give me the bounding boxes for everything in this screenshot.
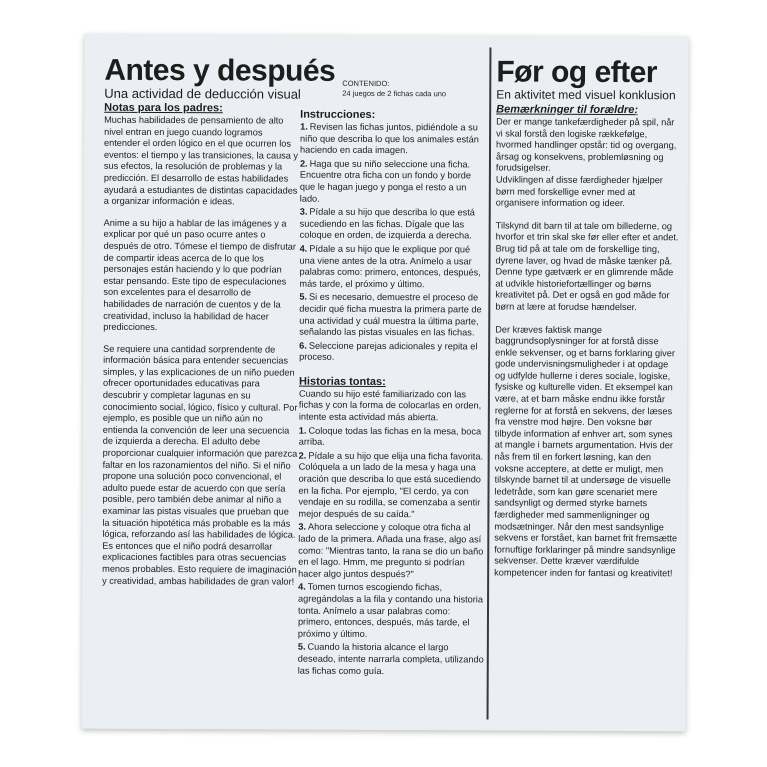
parent-notes-paragraph: Anime a su hijo a hablar de las imágenes y a explicar por qué un paso ocurre antes o después de otro. Tómese el tiempo de disfrutar de compartir ideas acerca de lo que los personajes están haciendo y lo que podrían estar pensando. Este tipo de especulaciones son excelentes para el desarrollo de habilidades de narración de cuentos y de la creatividad, incluso la habilidad de hacer predicciones.	[103, 217, 296, 333]
instruction-step: 1. Revisen las fichas juntos, pidiéndole a su niño que describa lo que los animales están haciendo en cada imagen.	[299, 121, 479, 156]
instruction-step: 3. Pídale a su hijo que describa lo que está sucediendo en las fichas. Dígale que las coloque en orden, de izquierda a derecha.	[299, 206, 475, 241]
parent-notes-paragraph-dk: Der er mange tankefærdigheder på spil, når vi skal forstå den logiske rækkefølge, hvormed handlinger opstår: tid og overgang, årsag og konsekvens, problemløsning og forudsigelser. Udviklingen af disse færdigheder hjælper børn med forskellige evner med at organisere information og ideer.	[495, 116, 677, 209]
page-subtitle-es: Una actividad de deducción visual	[104, 85, 301, 102]
parent-notes-paragraph-dk: Der kræves faktisk mange baggrundsoplysninger for at forstå disse enkle sekvenser, og et barns forklaring giver gode undervisningsmuligheder i at opdage og udfylde hullerne i deres sociale, logiske, fysiske og kulturelle viden. Et eksempel kan være, at et barn måske endnu ikke forstår reglerne for at forstå en sekvens, der læses fra venstre mod højre. Den voksne bør tilbyde information af enhver art, som synes at mangle i barnets argumentation. Hvis der nås frem til en forkert løsning, kan den voksne acceptere, at dette er muligt, men tilskynde barnet til at undersøge de visuelle ledetråde, som kan gøre scenariet mere sandsynligt og dermed styrke barnets færdigheder med sammenligninger og modsætninger. Når den mest sandsynlige sekvens er forstået, kan barnet frit fremsætte fornuftige forklaringer på mindre sandsynlige sekvenser. Dette kræver værdifulde kompetencer inden for fantasi og kreativitet!	[494, 323, 678, 579]
silly-story-step: 2. Pídale a su hijo que elija una ficha favorita. Colóquela a un lado de la mesa y haga una oración que describa lo que está sucediendo en la ficha. Por ejemplo, "El cerdo, ya con vendaje en su rodilla, se comenzaba a sentir mejor después de su caída."	[298, 450, 484, 519]
silly-story-step: 5. Cuando la historia alcance el largo deseado, intente narrarla completa, utilizando las fichas como guía.	[297, 641, 484, 676]
parent-notes-heading-es: Notas para los padres:	[104, 101, 223, 115]
parent-notes-column-dk	[494, 103, 681, 590]
page-title-es: Antes y después	[104, 53, 336, 88]
silly-stories-heading: Historias tontas:	[298, 375, 386, 388]
instruction-sheet	[81, 34, 688, 732]
contents-note	[342, 79, 446, 99]
column-divider	[487, 47, 492, 719]
parent-notes-paragraph: Muchas habilidades de pensamiento de alto nivel entran en juego cuando logramos entender el orden lógico en el que ocurren los eventos: el tiempo y las transiciones, la causa y sus efectos, la resolución de problemas y la predicción. El desarrollo de estas habilidades ayudará a estudiantes de distintas capacidades a organizar información e ideas.	[103, 114, 299, 207]
instructions-heading: Instrucciones:	[300, 108, 376, 121]
parent-notes-paragraph: Se requiere una cantidad sorprendente de información básica para entender secuencias simples, y las explicaciones de un niño pueden ofrecer oportunidades educativas para descubrir y completar lagunas en su conocimiento social, lógico, físico y cultural. Por ejemplo, es posible que un niño aún no entienda la convención de leer una secuencia de izquierda a derecha. El adulto debe proporcionar cualquier información que parezca faltar en los razonamientos del niño. Si el niño propone una solución poco convencional, el adulto puede estar de acuerdo con que sería posible, pero también debe animar al niño a examinar las pistas visuales que prueban que la situación hipotética más probable es la más lógica, reforzando así las habilidades de lógica. Es entonces que el niño podrá desarrollar explicaciones factibles para otras secuencias menos probables. Esto requiere de imaginación y creatividad, ambas habilidades de gran valor!	[102, 343, 298, 587]
contents-label: CONTENIDO:	[342, 78, 390, 89]
instruction-step: 4. Pídale a su hijo que le explique por qué una viene antes de la otra. Anímelo a usar palabras como: primero, entonces, después, más tarde, el próximo y último.	[299, 243, 481, 289]
parent-notes-heading-dk: Bemærkninger til forældre:	[496, 103, 639, 117]
contents-text: 24 juegos de 2 fichas cada uno	[342, 88, 447, 99]
silly-stories-intro: Cuando su hijo esté familiarizado con las fichas y con la forma de colocarlas en orden, intente esta actividad más abierta.	[298, 388, 482, 423]
page-subtitle-dk: En aktivitet med visuel konklusion	[496, 87, 676, 103]
parent-notes-column-es	[102, 102, 300, 598]
parent-notes-paragraph-dk: Tilskynd dit barn til at tale om billederne, og hvorfor et trin skal ske før eller efter et andet. Brug tid på at tale om de forskellige ting, dyrene laver, og hvad de måske tænker på. Denne type gætværk er en glimrende måde at udvikle historiefortællinger og børns kreativitet på. Det er også en god måde for børn at lære at forudse hændelser.	[495, 220, 679, 313]
page-title-dk: Før og efter	[496, 55, 658, 90]
silly-story-step: 4. Tomen turnos escogiendo fichas, agregándolas a la fila y contando una historia tonta. Anímelo a usar palabras como: primero, entonces, después, más tarde, el próximo y último.	[297, 581, 483, 639]
instruction-step: 5. Si es necesario, demuestre el proceso de decidir qué ficha muestra la primera parte de una actividad y cuál muestra la última parte, señalando las pistas visuales en las fichas.	[299, 291, 482, 338]
instructions-column-es	[298, 109, 486, 680]
instruction-step: 6. Seleccione parejas adicionales y repita el proceso.	[299, 340, 478, 363]
silly-story-step: 1. Coloque todas las fichas en la mesa, boca arriba.	[298, 425, 482, 447]
instruction-step: 2. Haga que su niño seleccione una ficha. Encuentre otra ficha con un fondo y borde que le hagan juego y ponga el resto a un lado.	[299, 158, 472, 204]
silly-story-step: 3. Ahora seleccione y coloque otra ficha al lado de la primera. Añada una frase, algo así como: "Mientras tanto, la rana se dio un baño en el lago. Hmm, me pregunto si podrían hacer algo juntos después?"	[298, 522, 484, 579]
